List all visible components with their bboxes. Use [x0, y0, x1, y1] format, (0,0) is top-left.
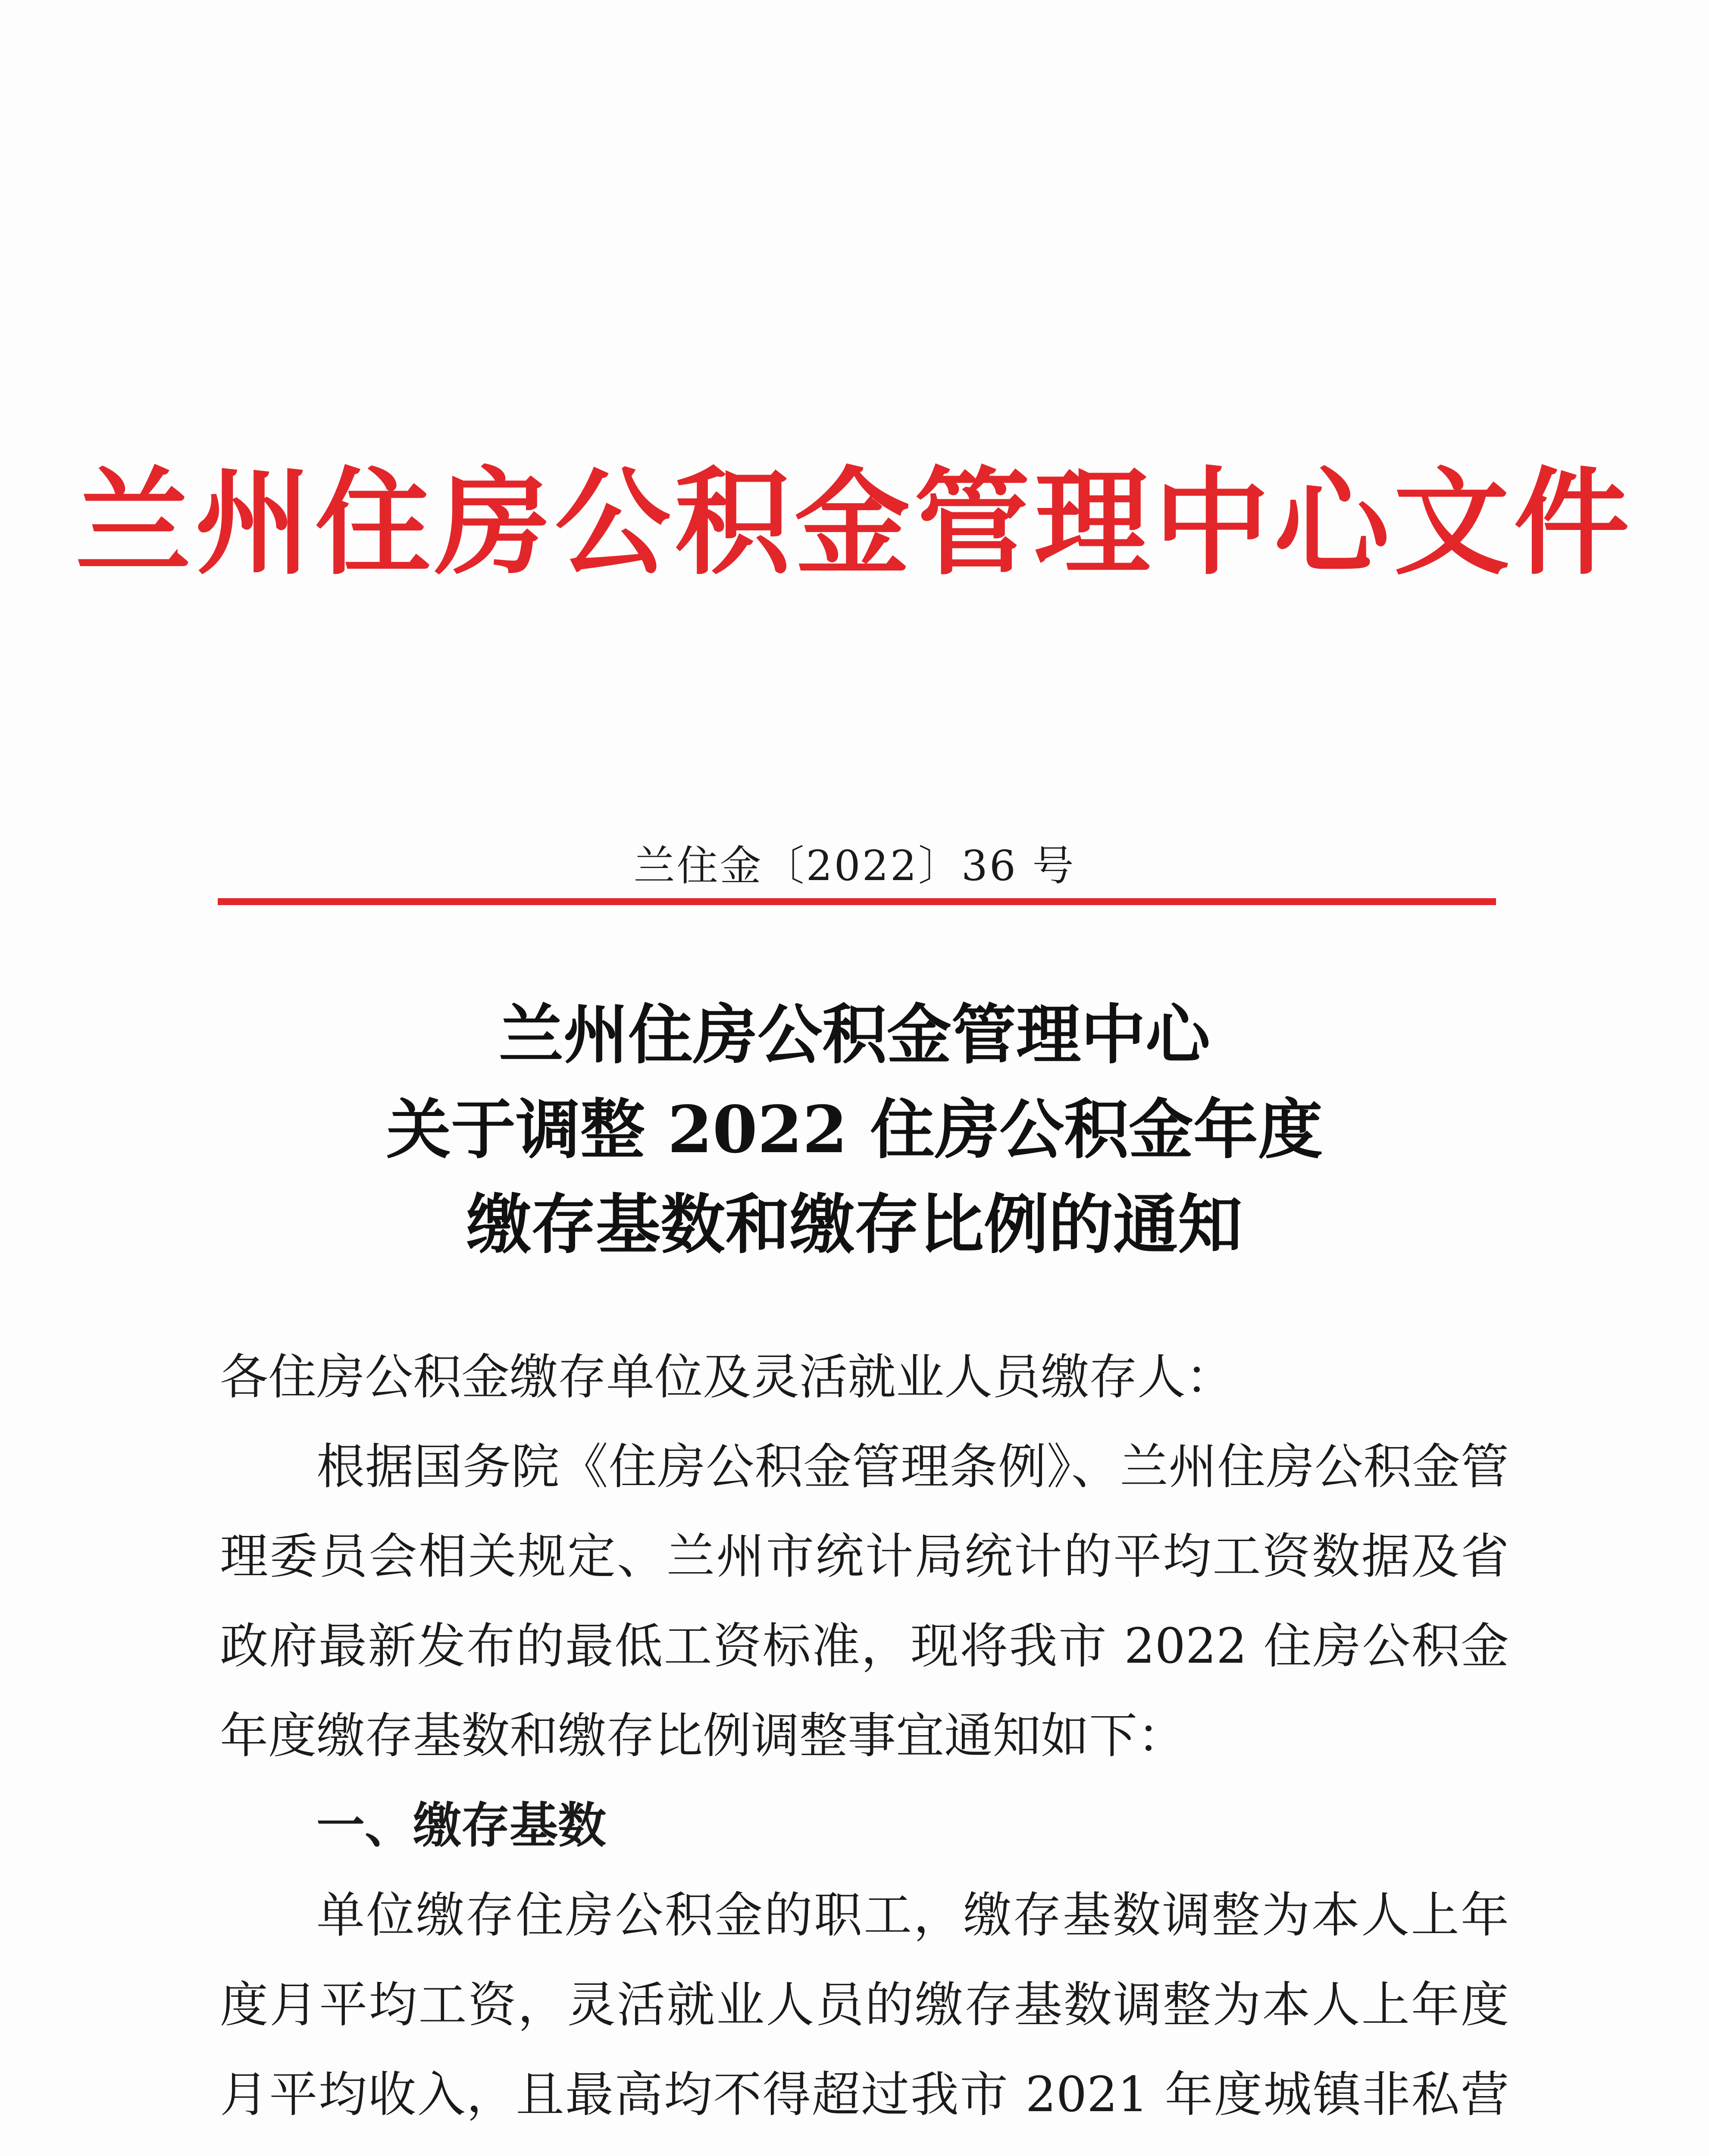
section-paragraph: 单位缴存住房公积金的职工，缴存基数调整为本人上年度月平均工资，灵活就业人员的缴存基数调整为本人上年度月平均收入，且最高均不得超过我市 2021 年度城镇非私营 — [220, 1887, 1509, 2123]
title-line-1: 兰州住房公积金管理中心 — [498, 997, 1210, 1073]
masthead-title: 兰州住房公积金管理中心文件 — [75, 456, 1634, 591]
section-heading: 一、缴存基数 — [316, 1798, 606, 1854]
red-separator-line — [218, 898, 1496, 905]
intro-paragraph: 根据国务院《住房公积金管理条例》、兰州住房公积金管理委员会相关规定、兰州市统计局统计的平均工资数据及省政府最新发布的最低工资标准，现将我市 2022 住房公积金年度缴存基数和缴存比例调整事宜通知如下： — [220, 1439, 1509, 1764]
salutation: 各住房公积金缴存单位及灵活就业人员缴存人： — [220, 1349, 1234, 1405]
title-line-3: 缴存基数和缴存比例的通知 — [466, 1187, 1243, 1263]
title-line-2: 关于调整 2022 住房公积金年度 — [386, 1092, 1323, 1168]
document-body — [220, 1332, 1509, 2156]
notice-title — [0, 987, 1709, 1272]
document-number: 兰住金〔2022〕36 号 — [633, 842, 1076, 890]
